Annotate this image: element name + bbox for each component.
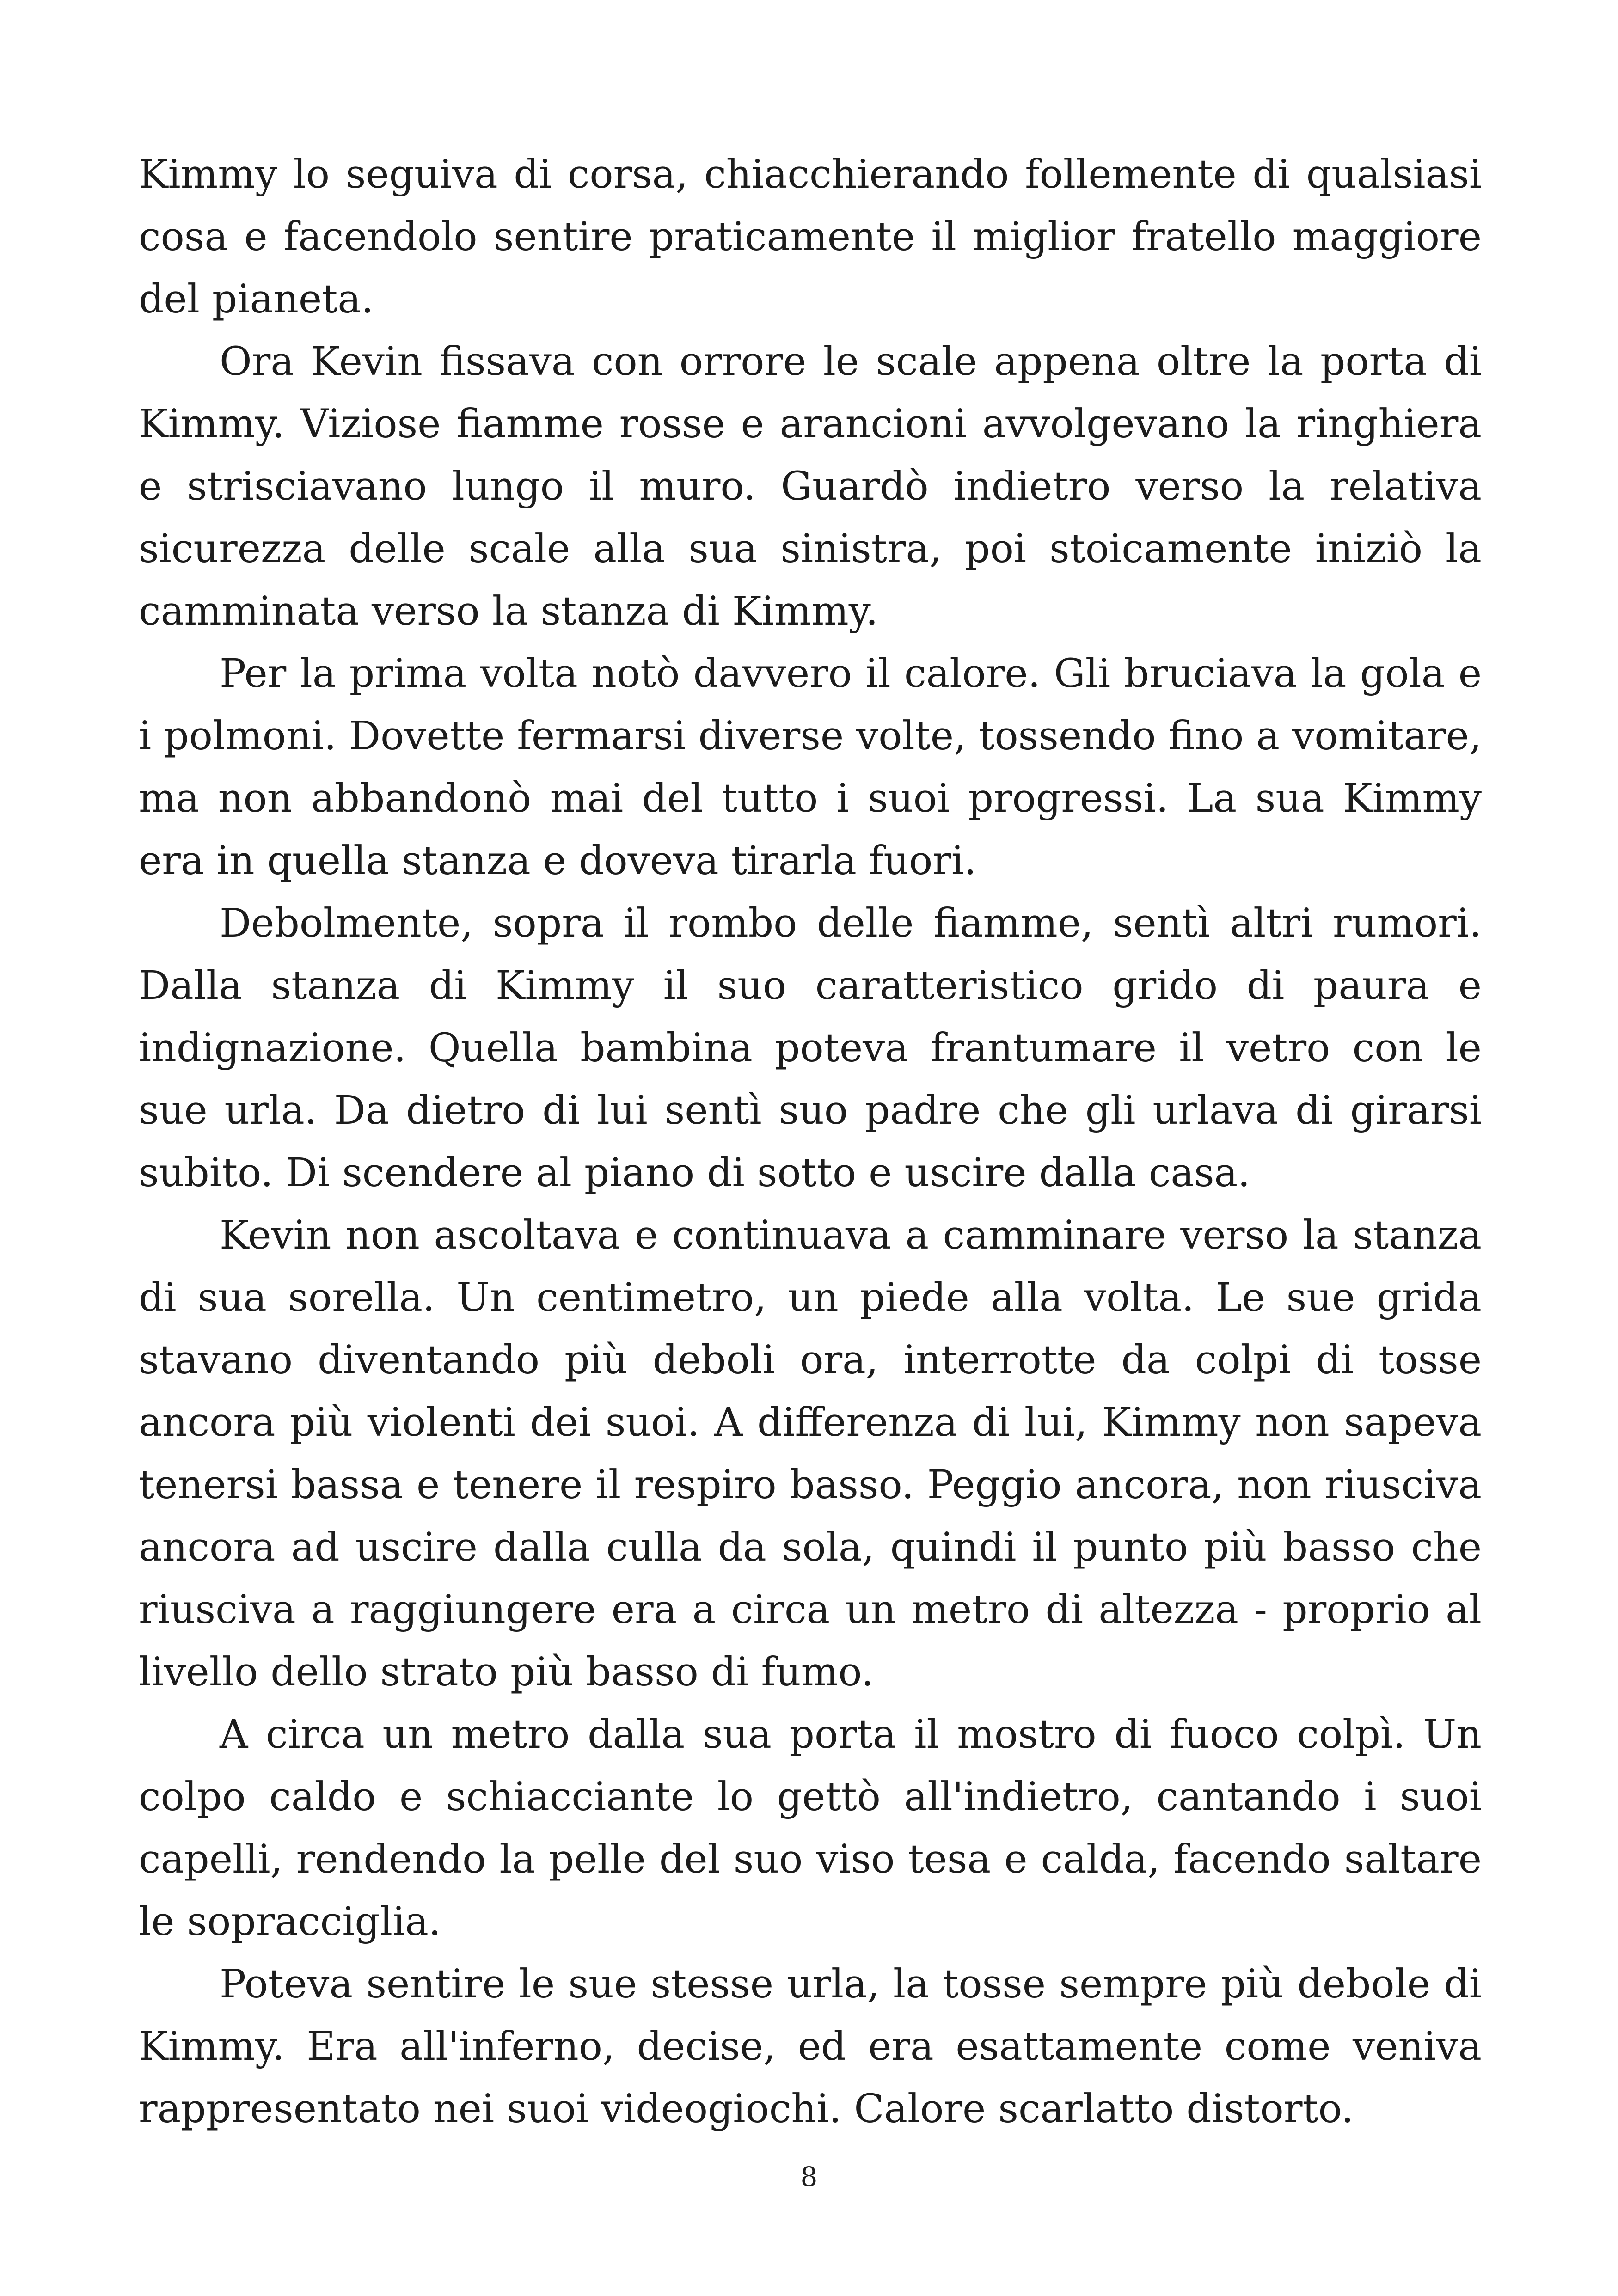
paragraph-6: A circa un metro dalla sua porta il mostro di fuoco colpì. Un colpo caldo e schiacciante lo gettò all'indietro, cantando i suoi capelli, rendendo la pelle del suo viso tesa e calda, facendo saltare le sopracciglia. xyxy=(139,1712,1482,1945)
page-body xyxy=(139,143,1482,2140)
paragraph-1: Kimmy lo seguiva di corsa, chiacchierando follemente di qualsiasi cosa e facendolo sentire praticamente il miglior fratello maggiore del pianeta. xyxy=(139,152,1482,322)
page-number: 8 xyxy=(800,2161,818,2192)
paragraph-4: Debolmente, sopra il rombo delle fiamme, sentì altri rumori. Dalla stanza di Kimmy il suo caratteristico grido di paura e indignazione. Quella bambina poteva frantumare il vetro con le sue urla. Da dietro di lui sentì suo padre che gli urlava di girarsi subito. Di scendere al piano di sotto e uscire dalla casa. xyxy=(139,900,1482,1196)
paragraph-5: Kevin non ascoltava e continuava a camminare verso la stanza di sua sorella. Un centimetro, un piede alla volta. Le sue grida stavano diventando più deboli ora, interrotte da colpi di tosse ancora più violenti dei suoi. A differenza di lui, Kimmy non sapeva tenersi bassa e tenere il respiro basso. Peggio ancora, non riusciva ancora ad uscire dalla culla da sola, quindi il punto più basso che riusciva a raggiungere era a circa un metro di altezza - proprio al livello dello strato più basso di fumo. xyxy=(139,1212,1482,1695)
paragraph-2: Ora Kevin fissava con orrore le scale appena oltre la porta di Kimmy. Viziose fiamme rosse e arancioni avvolgevano la ringhiera e strisciavano lungo il muro. Guardò indietro verso la relativa sicurezza delle scale alla sua sinistra, poi stoicamente iniziò la camminata verso la stanza di Kimmy. xyxy=(139,339,1482,634)
paragraph-7: Poteva sentire le sue stesse urla, la tosse sempre più debole di Kimmy. Era all'inferno, decise, ed era esattamente come veniva rappresentato nei suoi videogiochi. Calore scarlatto distorto. xyxy=(139,1961,1482,2132)
paragraph-3: Per la prima volta notò davvero il calore. Gli bruciava la gola e i polmoni. Dovette fermarsi diverse volte, tossendo fino a vomitare, ma non abbandonò mai del tutto i suoi progressi. La sua Kimmy era in quella stanza e doveva tirarla fuori. xyxy=(139,651,1482,884)
